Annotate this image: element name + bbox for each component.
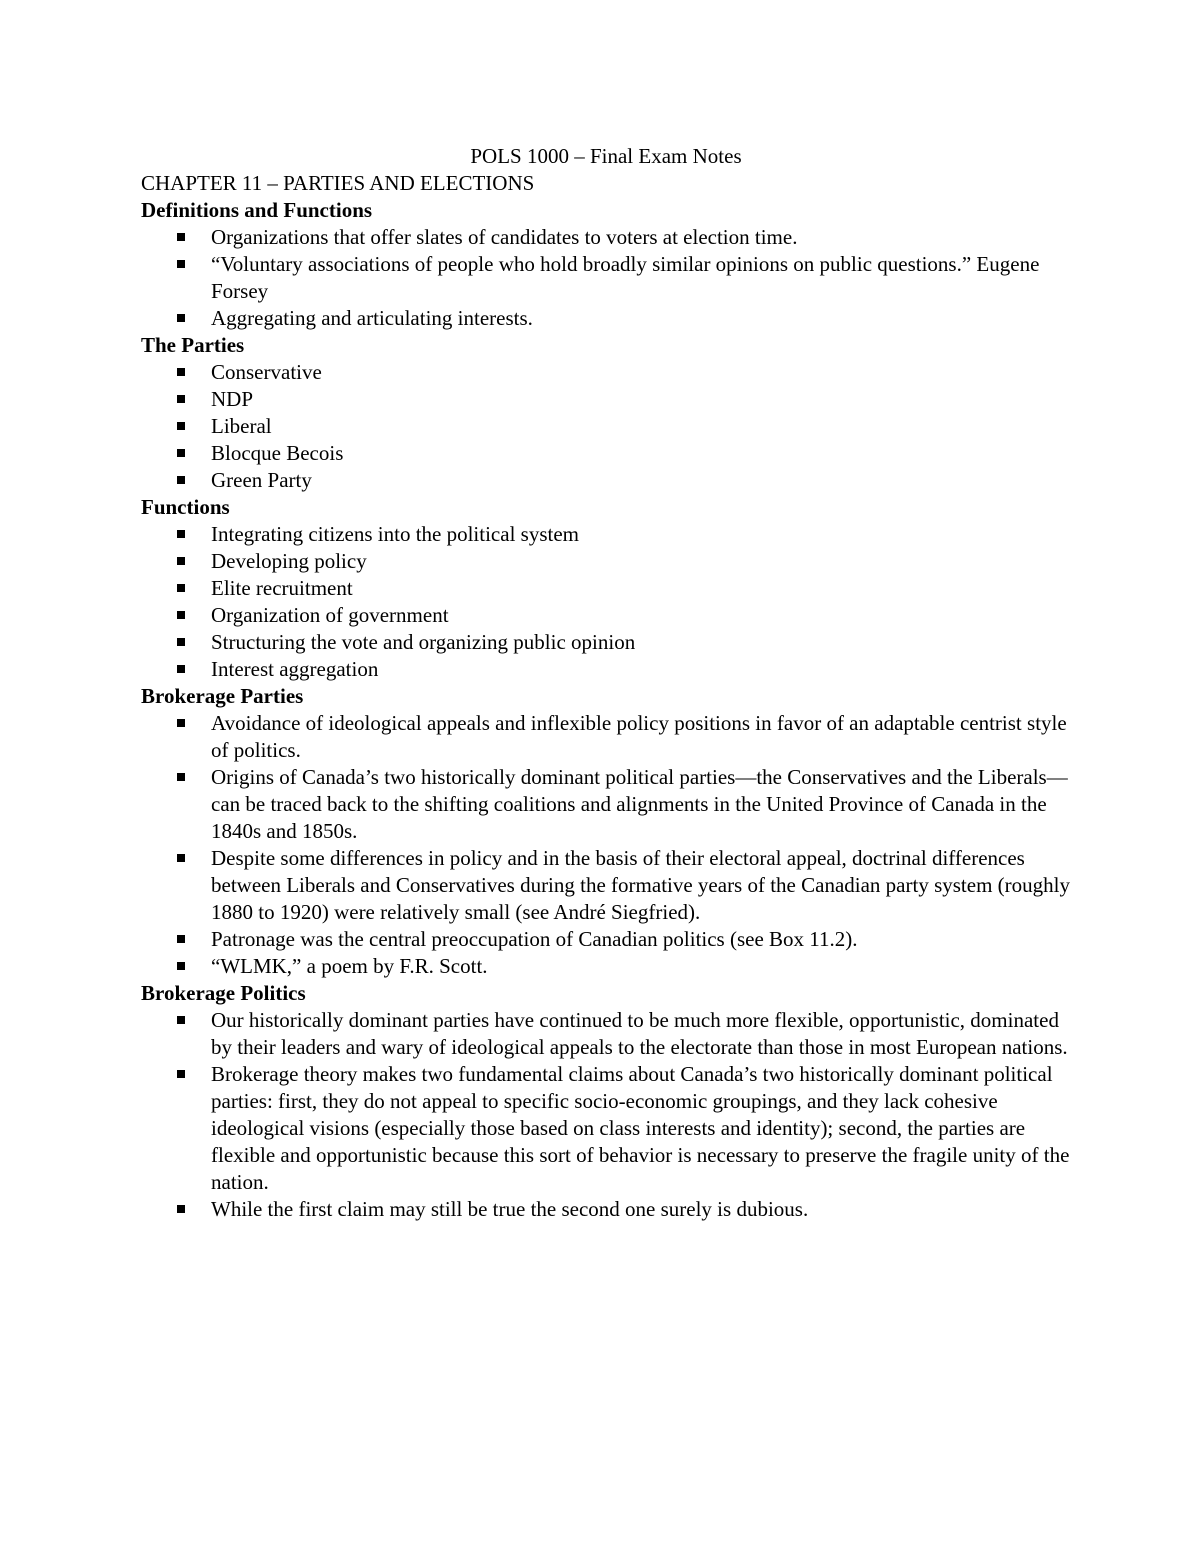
list-item xyxy=(141,629,1071,656)
chapter-heading: CHAPTER 11 – PARTIES AND ELECTIONS xyxy=(141,171,535,195)
list-item-text: “Voluntary associations of people who hold broadly similar opinions on public questions.” Eugene Forsey xyxy=(211,252,1040,303)
section-the-parties xyxy=(141,332,1071,494)
square-bullet-icon xyxy=(177,557,185,565)
bullet-list xyxy=(141,1007,1071,1223)
document-title: POLS 1000 – Final Exam Notes xyxy=(470,144,742,168)
square-bullet-icon xyxy=(177,530,185,538)
square-bullet-icon xyxy=(177,638,185,646)
list-item xyxy=(141,1196,1071,1223)
list-item xyxy=(141,359,1071,386)
list-item-text: Origins of Canada’s two historically dominant political parties—the Conservatives and the Liberals—can be traced back to the shifting coalitions and alignments in the United Province of Canada in the 1840s and 1850s. xyxy=(211,765,1068,843)
list-item-text: Brokerage theory makes two fundamental claims about Canada’s two historically dominant political parties: first, they do not appeal to specific socio-economic groupings, and they lack cohesive ideological visions (especially those based on class interests and identity); second, the parties are flexible and opportunistic because this sort of behavior is necessary to preserve the fragile unity of the nation. xyxy=(211,1062,1070,1194)
section-heading: Brokerage Parties xyxy=(141,684,304,708)
square-bullet-icon xyxy=(177,395,185,403)
square-bullet-icon xyxy=(177,1070,185,1078)
list-item xyxy=(141,548,1071,575)
square-bullet-icon xyxy=(177,233,185,241)
square-bullet-icon xyxy=(177,719,185,727)
square-bullet-icon xyxy=(177,611,185,619)
list-item xyxy=(141,656,1071,683)
section-functions xyxy=(141,494,1071,683)
list-item xyxy=(141,1007,1071,1061)
section-heading: The Parties xyxy=(141,333,245,357)
list-item-text: Organization of government xyxy=(211,603,449,627)
list-item-text: NDP xyxy=(211,387,254,411)
list-item xyxy=(141,764,1071,845)
list-item-text: Elite recruitment xyxy=(211,576,353,600)
document-page xyxy=(141,143,1071,1223)
square-bullet-icon xyxy=(177,476,185,484)
square-bullet-icon xyxy=(177,368,185,376)
list-item-text: Blocque Becois xyxy=(211,441,344,465)
list-item xyxy=(141,386,1071,413)
list-item xyxy=(141,602,1071,629)
square-bullet-icon xyxy=(177,584,185,592)
list-item xyxy=(141,305,1071,332)
list-item-text: Green Party xyxy=(211,468,312,492)
list-item xyxy=(141,926,1071,953)
list-item-text: Liberal xyxy=(211,414,272,438)
bullet-list xyxy=(141,224,1071,332)
bullet-list xyxy=(141,521,1071,683)
square-bullet-icon xyxy=(177,773,185,781)
list-item-text: Developing policy xyxy=(211,549,367,573)
section-brokerage-parties xyxy=(141,683,1071,980)
square-bullet-icon xyxy=(177,962,185,970)
list-item xyxy=(141,953,1071,980)
section-brokerage-politics xyxy=(141,980,1071,1223)
list-item-text: Aggregating and articulating interests. xyxy=(211,306,533,330)
section-heading: Functions xyxy=(141,495,230,519)
list-item xyxy=(141,575,1071,602)
list-item xyxy=(141,1061,1071,1196)
square-bullet-icon xyxy=(177,449,185,457)
list-item xyxy=(141,845,1071,926)
list-item xyxy=(141,467,1071,494)
section-heading: Definitions and Functions xyxy=(141,198,373,222)
square-bullet-icon xyxy=(177,935,185,943)
section-definitions-and-functions xyxy=(141,197,1071,332)
list-item-text: Organizations that offer slates of candidates to voters at election time. xyxy=(211,225,798,249)
list-item-text: Our historically dominant parties have continued to be much more flexible, opportunistic, dominated by their leaders and wary of ideological appeals to the electorate than those in most European nations. xyxy=(211,1008,1068,1059)
list-item xyxy=(141,521,1071,548)
list-item xyxy=(141,251,1071,305)
bullet-list xyxy=(141,359,1071,494)
list-item xyxy=(141,710,1071,764)
list-item xyxy=(141,413,1071,440)
list-item-text: Avoidance of ideological appeals and inflexible policy positions in favor of an adaptable centrist style of politics. xyxy=(211,711,1067,762)
list-item-text: “WLMK,” a poem by F.R. Scott. xyxy=(211,954,488,978)
section-heading: Brokerage Politics xyxy=(141,981,306,1005)
square-bullet-icon xyxy=(177,1205,185,1213)
square-bullet-icon xyxy=(177,1016,185,1024)
list-item xyxy=(141,440,1071,467)
list-item-text: Patronage was the central preoccupation of Canadian politics (see Box 11.2). xyxy=(211,927,858,951)
square-bullet-icon xyxy=(177,665,185,673)
list-item-text: While the first claim may still be true the second one surely is dubious. xyxy=(211,1197,809,1221)
list-item xyxy=(141,224,1071,251)
square-bullet-icon xyxy=(177,260,185,268)
list-item-text: Despite some differences in policy and in the basis of their electoral appeal, doctrinal differences between Liberals and Conservatives during the formative years of the Canadian party system (roughly 1880 to 1920) were relatively small (see André Siegfried). xyxy=(211,846,1070,924)
list-item-text: Integrating citizens into the political system xyxy=(211,522,579,546)
bullet-list xyxy=(141,710,1071,980)
square-bullet-icon xyxy=(177,854,185,862)
list-item-text: Conservative xyxy=(211,360,322,384)
square-bullet-icon xyxy=(177,422,185,430)
list-item-text: Structuring the vote and organizing public opinion xyxy=(211,630,636,654)
list-item-text: Interest aggregation xyxy=(211,657,379,681)
square-bullet-icon xyxy=(177,314,185,322)
